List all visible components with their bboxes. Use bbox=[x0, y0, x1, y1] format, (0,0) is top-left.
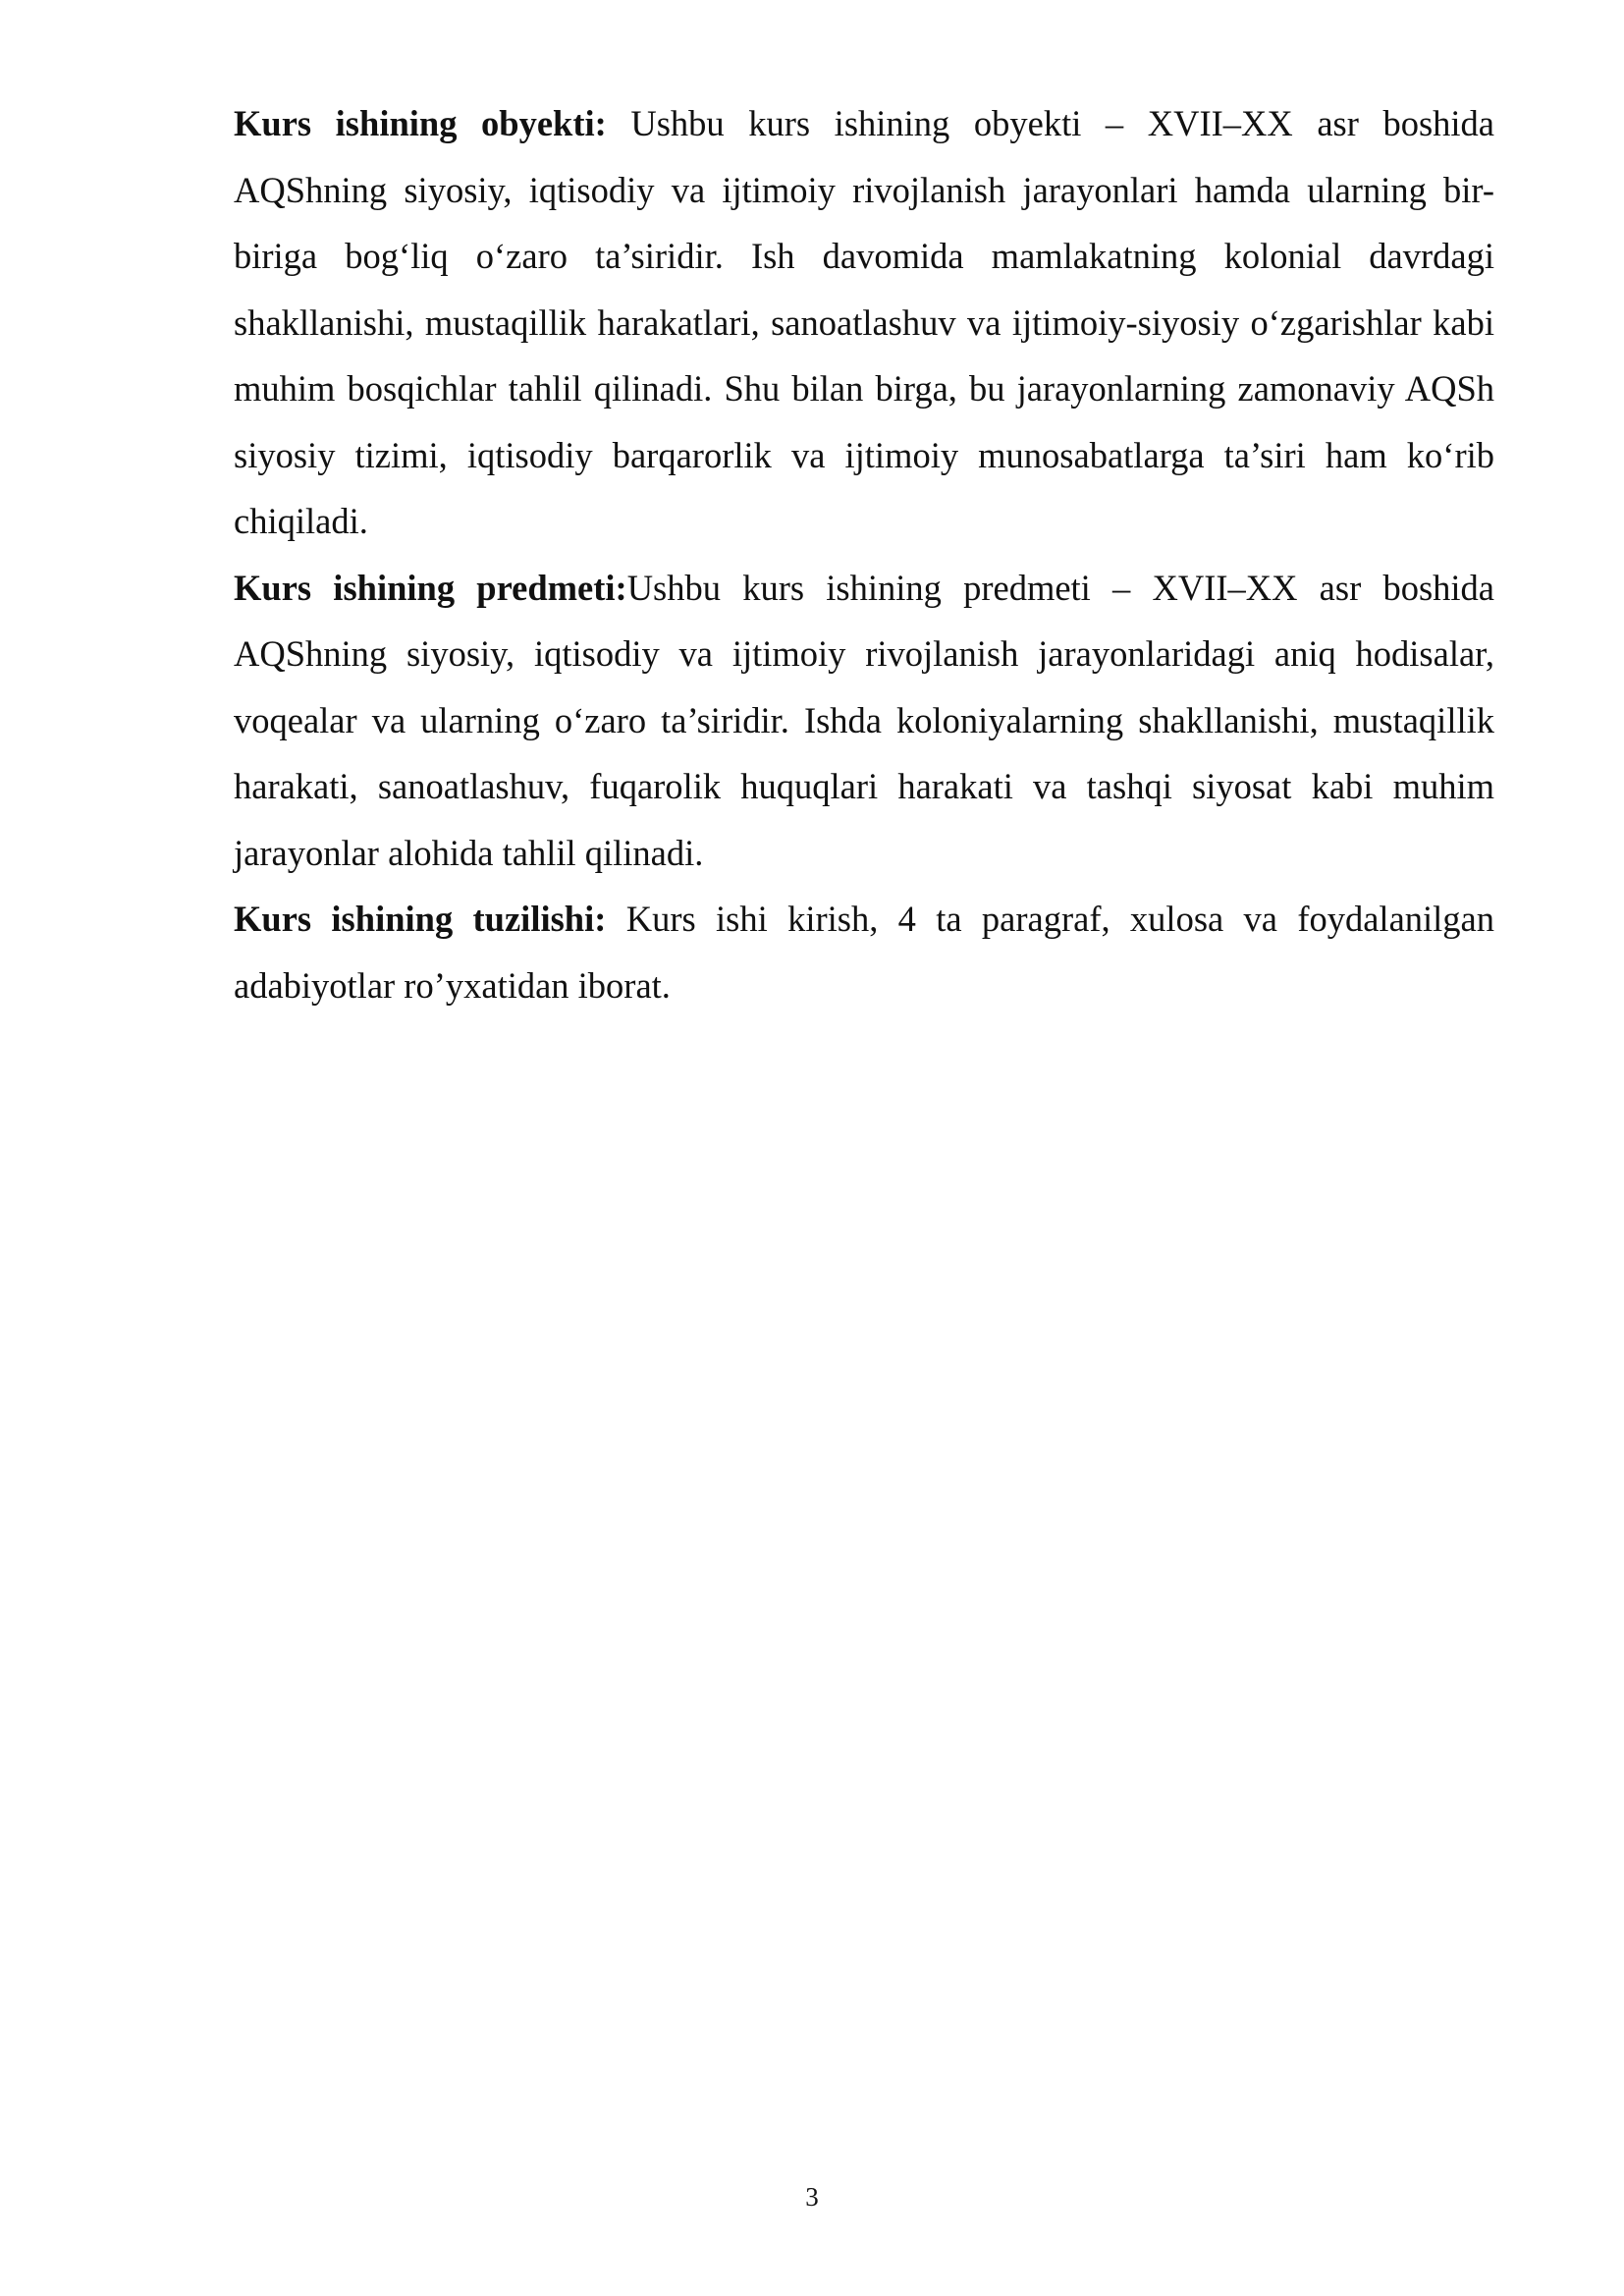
paragraph-object-heading: Kurs ishining obyekti: bbox=[234, 103, 607, 143]
paragraph-structure-text: Kurs ishi kirish, 4 ta paragraf, xulosa va foydalanilgan adabiyotlar ro’yxatidan iborat. bbox=[234, 899, 1494, 1006]
page-number: 3 bbox=[805, 2182, 819, 2212]
paragraph-object bbox=[234, 90, 1494, 555]
paragraph-subject-heading: Kurs ishining predmeti: bbox=[234, 567, 627, 608]
paragraph-subject bbox=[234, 555, 1494, 887]
paragraph-structure-heading: Kurs ishining tuzilishi: bbox=[234, 899, 607, 939]
document-body bbox=[234, 90, 1494, 1018]
paragraph-object-text: Ushbu kurs ishining obyekti – XVII–XX asr boshida AQShning siyosiy, iqtisodiy va ijtimoiy rivojlanish jarayonlari hamda ularning bir-biriga bog‘liq o‘zaro ta’siridir. Ish davomida mamlakatning kolonial davrdagi shakllanishi, mustaqillik harakatlari, sanoatlashuv va ijtimoiy-siyosiy o‘zgarishlar kabi muhim bosqichlar tahlil qilinadi. Shu bilan birga, bu jarayonlarning zamonaviy AQSh siyosiy tizimi, iqtisodiy barqarorlik va ijtimoiy munosabatlarga ta’siri ham ko‘rib chiqiladi. bbox=[234, 103, 1495, 541]
paragraph-structure bbox=[234, 886, 1494, 1018]
paragraph-subject-text: Ushbu kurs ishining predmeti – XVII–XX asr boshida AQShning siyosiy, iqtisodiy va ijtimoiy rivojlanish jarayonlaridagi aniq hodisalar, voqealar va ularning o‘zaro ta’siridir. Ishda koloniyalarning shakllanishi, mustaqillik harakati, sanoatlashuv, fuqarolik huquqlari harakati va tashqi siyosat kabi muhim jarayonlar alohida tahlil qilinadi. bbox=[234, 567, 1494, 873]
